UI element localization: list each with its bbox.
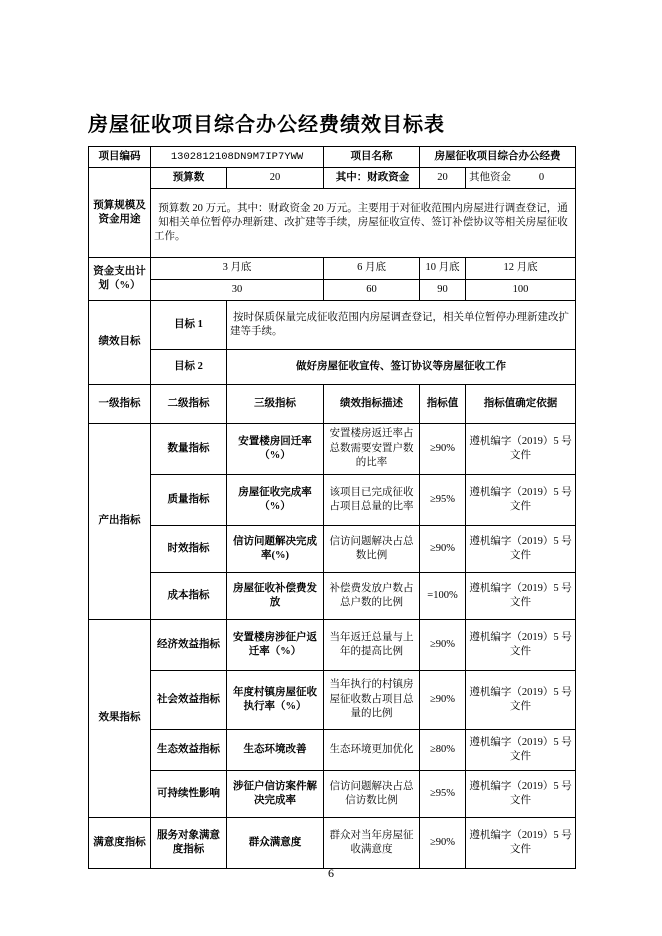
indicator-level3: 涉征户信访案件解决完成率: [227, 770, 324, 817]
indicator-level3: 群众满意度: [227, 817, 324, 868]
table-row: [89, 300, 576, 349]
project-name-value: 房屋征收项目综合办公经费: [420, 147, 576, 168]
budget-number-value: 20: [227, 168, 324, 189]
spending-period-4: 12 月底: [466, 258, 576, 279]
other-funds-label: 其他资金: [469, 172, 512, 184]
indicator-level2: 生态效益指标: [151, 729, 227, 770]
spending-period-2: 6 月底: [324, 258, 420, 279]
table-row: [89, 572, 576, 619]
indicator-group-label: 产出指标: [89, 423, 151, 619]
indicator-basis: 遵机编字（2019）5 号文件: [466, 770, 576, 817]
table-row: [89, 349, 576, 384]
page-title: 房屋征收项目综合办公经费绩效目标表: [88, 114, 445, 136]
spending-period-1: 3 月底: [151, 258, 324, 279]
of-which-financial-value: 20: [420, 168, 466, 189]
indicator-value: ≥90%: [420, 423, 466, 474]
indicator-level3: 房屋征收完成率（%）: [227, 474, 324, 525]
indicator-desc: 信访问题解决占总信访数比例: [324, 770, 420, 817]
indicator-header-row: [89, 384, 576, 423]
spending-plan-label: 资金支出计划（%）: [89, 258, 151, 300]
indicator-level3: 信访问题解决完成率(%): [227, 525, 324, 572]
indicator-level2: 质量指标: [151, 474, 227, 525]
indicator-header-level2: 二级指标: [151, 384, 227, 423]
indicator-desc: 安置楼房返迁率占总数需要安置户数的比率: [324, 423, 420, 474]
indicator-level2: 服务对象满意度指标: [151, 817, 227, 868]
table-row: [89, 147, 576, 168]
page-number: 6: [328, 866, 334, 880]
project-name-label: 项目名称: [324, 147, 420, 168]
indicator-desc: 生态环境更加优化: [324, 729, 420, 770]
indicator-value: ≥90%: [420, 817, 466, 868]
indicator-level3: 安置楼房回迁率（%）: [227, 423, 324, 474]
other-funds-cell: [466, 168, 576, 189]
spending-value-3: 90: [420, 279, 466, 300]
table-row: [89, 279, 576, 300]
table-row: [89, 619, 576, 670]
indicator-header-level1: 一级指标: [89, 384, 151, 423]
indicator-header-desc: 绩效指标描述: [324, 384, 420, 423]
indicator-desc: 信访问题解决占总数比例: [324, 525, 420, 572]
indicator-basis: 遵机编字（2019）5 号文件: [466, 670, 576, 729]
indicator-basis: 遵机编字（2019）5 号文件: [466, 619, 576, 670]
project-code-label: 项目编码: [89, 147, 151, 168]
indicator-level3: 房屋征收补偿费发放: [227, 572, 324, 619]
table-row: [89, 817, 576, 868]
table-row: [89, 525, 576, 572]
spending-value-2: 60: [324, 279, 420, 300]
indicator-value: ≥90%: [420, 619, 466, 670]
table-row: [89, 258, 576, 279]
budget-scale-label: 预算规模及资金用途: [89, 168, 151, 258]
other-funds-value: 0: [538, 172, 545, 184]
indicator-header-basis: 指标值确定依据: [466, 384, 576, 423]
indicator-basis: 遵机编字（2019）5 号文件: [466, 817, 576, 868]
goal-1-text: 按时保质保量完成征收范围内房屋调查登记，相关单位暂停办理新建改扩建等手续。: [227, 300, 576, 349]
indicator-group-label: 效果指标: [89, 619, 151, 817]
indicator-level3: 生态环境改善: [227, 729, 324, 770]
spending-period-3: 10 月底: [420, 258, 466, 279]
table-row: [89, 670, 576, 729]
goal-1-name: 目标 1: [151, 300, 227, 349]
of-which-financial-label: 其中：财政资金: [324, 168, 420, 189]
indicator-level2: 经济效益指标: [151, 619, 227, 670]
table-row: [89, 474, 576, 525]
indicator-basis: 遵机编字（2019）5 号文件: [466, 572, 576, 619]
indicator-level2: 可持续性影响: [151, 770, 227, 817]
budget-description: 预算数 20 万元。其中：财政资金 20 万元。主要用于对征收范围内房屋进行调查登记，通知相关单位暂停办理新建、改扩建等手续，房屋征收宣传、签订补偿协议等相关房屋征收工作。: [151, 189, 576, 258]
indicator-desc: 群众对当年房屋征收满意度: [324, 817, 420, 868]
indicator-value: ≥95%: [420, 770, 466, 817]
table-row: [89, 189, 576, 258]
table-row: [89, 168, 576, 189]
spending-value-4: 100: [466, 279, 576, 300]
indicator-level2: 时效指标: [151, 525, 227, 572]
goal-2-text: 做好房屋征收宣传、签订协议等房屋征收工作: [227, 349, 576, 384]
indicator-value: ≥80%: [420, 729, 466, 770]
indicator-desc: 当年执行的村镇房屋征收数占项目总量的比例: [324, 670, 420, 729]
goal-2-name: 目标 2: [151, 349, 227, 384]
indicator-desc: 该项目已完成征收占项目总量的比率: [324, 474, 420, 525]
indicator-basis: 遵机编字（2019）5 号文件: [466, 729, 576, 770]
performance-goal-table: [88, 146, 576, 869]
indicator-header-level3: 三级指标: [227, 384, 324, 423]
indicator-header-value: 指标值: [420, 384, 466, 423]
indicator-desc: 补偿费发放户数占总户数的比例: [324, 572, 420, 619]
project-code-value: 1302812108DN9M7IP7YWW: [151, 147, 324, 168]
indicator-level2: 成本指标: [151, 572, 227, 619]
indicator-basis: 遵机编字（2019）5 号文件: [466, 474, 576, 525]
indicator-level2: 数量指标: [151, 423, 227, 474]
indicator-level3: 年度村镇房屋征收执行率（%）: [227, 670, 324, 729]
indicator-level3: 安置楼房涉征户返迁率（%）: [227, 619, 324, 670]
indicator-basis: 遵机编字（2019）5 号文件: [466, 525, 576, 572]
indicator-value: ≥90%: [420, 525, 466, 572]
budget-number-label: 预算数: [151, 168, 227, 189]
performance-goal-label: 绩效目标: [89, 300, 151, 384]
indicator-value: ≥95%: [420, 474, 466, 525]
table-row: [89, 770, 576, 817]
spending-value-1: 30: [151, 279, 324, 300]
indicator-value: =100%: [420, 572, 466, 619]
indicator-level2: 社会效益指标: [151, 670, 227, 729]
indicator-group-label: 满意度指标: [89, 817, 151, 868]
table-row: [89, 729, 576, 770]
table-row: [89, 423, 576, 474]
indicator-desc: 当年返迁总量与上年的提高比例: [324, 619, 420, 670]
indicator-value: ≥90%: [420, 670, 466, 729]
indicator-basis: 遵机编字（2019）5 号文件: [466, 423, 576, 474]
